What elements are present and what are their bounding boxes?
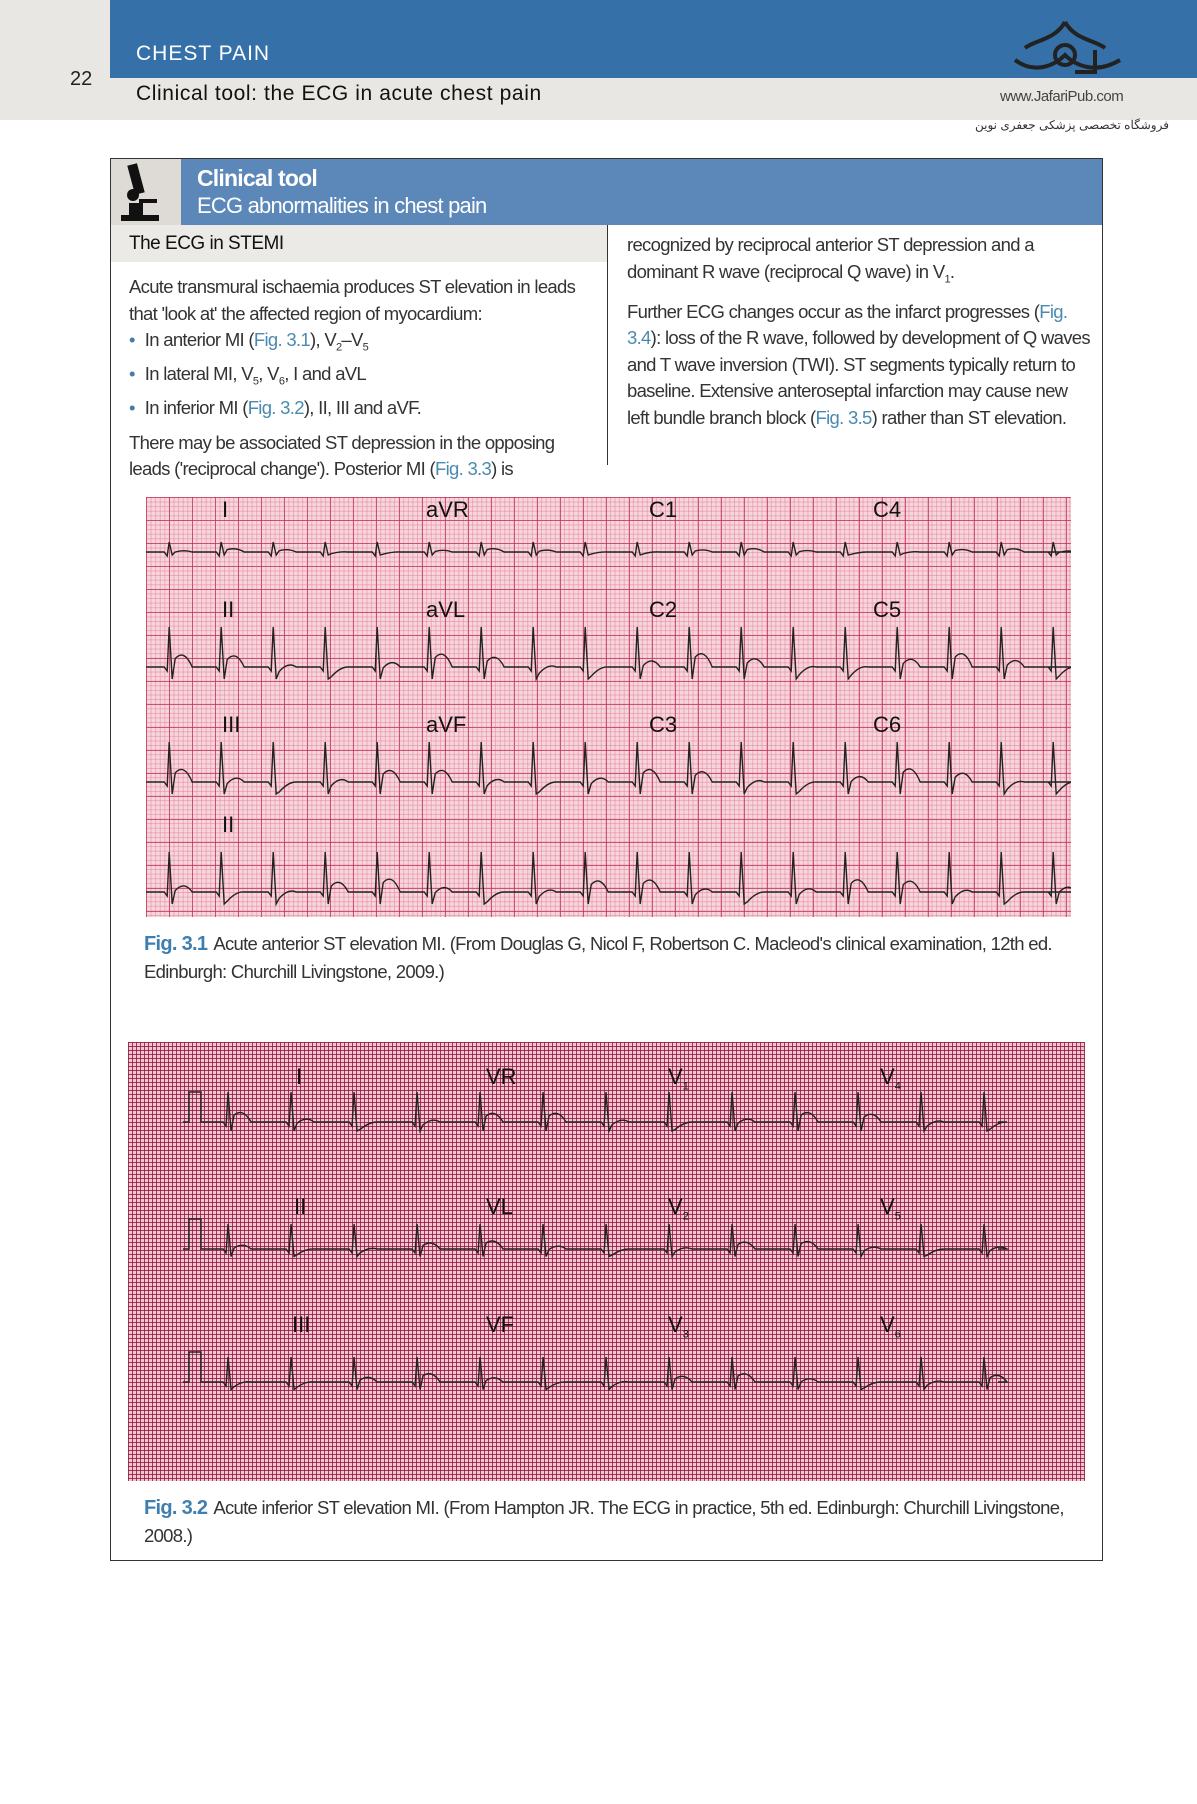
bullet-item: • In anterior MI (Fig. 3.1), $V_2-V_5$ xyxy=(129,329,369,354)
ecg-trace xyxy=(183,1219,1007,1257)
lead-label: I xyxy=(296,1064,303,1089)
fig-link[interactable]: Fig. 3.3 xyxy=(434,458,492,480)
figure-caption xyxy=(144,1494,1064,1549)
lead-label: $V_4$ xyxy=(880,1064,901,1093)
ecg-traces xyxy=(146,497,1071,917)
lead-label: VF xyxy=(486,1312,515,1337)
lead-label: VR xyxy=(486,1064,517,1089)
lead-label: aVL xyxy=(426,597,466,622)
publisher-logo-icon xyxy=(995,20,1135,80)
box-subtitle: ECG abnormalities in chest pain xyxy=(197,193,487,218)
page-subtitle: Clinical tool: the ECG in acute chest pain xyxy=(136,82,542,105)
lead-label: C6 xyxy=(873,712,902,737)
fig-link[interactable]: Fig. 3.1 xyxy=(253,329,310,350)
lead-label: aVF xyxy=(426,712,467,737)
paragraph: There may be associated ST depression in the opposing leads ('reciprocal change'). Posterior MI (Fig. 3.3) is xyxy=(129,431,555,480)
lead-label: $V_6$ xyxy=(880,1312,901,1341)
page-number: 22 xyxy=(70,68,93,90)
ecg-trace xyxy=(146,542,1071,556)
lead-label: C5 xyxy=(873,597,902,622)
ecg-figure-3-2 xyxy=(128,1042,1085,1481)
column-divider xyxy=(607,225,608,465)
lead-label: II xyxy=(294,1194,307,1219)
lead-label: C1 xyxy=(649,497,678,522)
ecg-trace xyxy=(183,1352,1007,1390)
lead-label: VL xyxy=(486,1194,513,1219)
paragraph: Further ECG changes occur as the infarct progresses (Fig. 3.4): loss of the R wave, followed by development of Q waves and T wave inversion (TWI). ST segments typically return to baseline. Extensive anteroseptal infarction may cause new left bundle branch block (Fig. 3.5) rather than ST elevation. xyxy=(627,300,1090,428)
caption-text: Acute anterior ST elevation MI. (From Douglas G, Nicol F, Robertson C. Macleod's clinical examination, 12th ed. Edinburgh: Churchill Livingstone, 2009.) xyxy=(144,933,1052,982)
bullet-item: • In lateral MI, $V_5$, $V_6$, I and aVL xyxy=(129,363,367,388)
box-title: Clinical tool xyxy=(197,165,317,191)
ecg-trace xyxy=(146,627,1071,679)
section-heading-text: The ECG in STEMI xyxy=(129,233,284,254)
lead-label: $V_3$ xyxy=(668,1312,689,1341)
lead-label: III xyxy=(292,1312,311,1337)
figure-caption xyxy=(144,930,1099,985)
caption-text: Acute inferior ST elevation MI. (From Hampton JR. The ECG in practice, 5th ed. Edinburgh: Churchill Livingstone, 2008.) xyxy=(144,1497,1064,1546)
lead-label: C4 xyxy=(873,497,902,522)
paragraph: Acute transmural ischaemia produces ST elevation in leads that 'look at' the affected region of myocardium: xyxy=(129,276,576,324)
watermark-url: www.JafariPub.com xyxy=(1000,88,1124,105)
ecg-trace xyxy=(146,852,1071,904)
lead-label: $V_2$ xyxy=(668,1194,689,1223)
ecg-trace xyxy=(183,1092,1007,1131)
lead-label: $V_5$ xyxy=(880,1194,901,1223)
watermark-text: فروشگاه تخصصی پزشکی جعفری نوین xyxy=(975,118,1169,132)
section-title: CHEST PAIN xyxy=(136,42,271,65)
microscope-icon xyxy=(111,159,181,225)
ecg-trace xyxy=(146,742,1071,794)
left-column xyxy=(129,274,599,483)
figure-label: Fig. 3.2 xyxy=(144,1497,208,1519)
section-heading xyxy=(111,225,607,262)
bullet-item: • In inferior MI (Fig. 3.2), II, III and aVF. xyxy=(129,397,422,419)
ecg-figure-3-1 xyxy=(146,497,1071,917)
fig-link[interactable]: Fig. 3.4 xyxy=(627,300,1068,349)
fig-link[interactable]: Fig. 3.2 xyxy=(247,397,304,419)
paragraph: recognized by reciprocal anterior ST depression and a dominant R wave (reciprocal Q wave) in $V_1$. xyxy=(627,234,1034,286)
lead-label: III xyxy=(222,712,241,737)
lead-label: II xyxy=(222,597,235,622)
fig-link[interactable]: Fig. 3.5 xyxy=(815,406,872,428)
lead-label: I xyxy=(222,497,229,522)
lead-label: aVR xyxy=(426,497,469,522)
lead-label: C2 xyxy=(649,597,678,622)
figure-label: Fig. 3.1 xyxy=(144,933,208,955)
lead-label: $V_1$ xyxy=(668,1064,689,1093)
box-icon-cell xyxy=(111,159,181,225)
lead-label: C3 xyxy=(649,712,678,737)
ecg-traces xyxy=(128,1042,1085,1481)
right-column xyxy=(627,232,1092,431)
lead-label: II xyxy=(222,812,235,837)
